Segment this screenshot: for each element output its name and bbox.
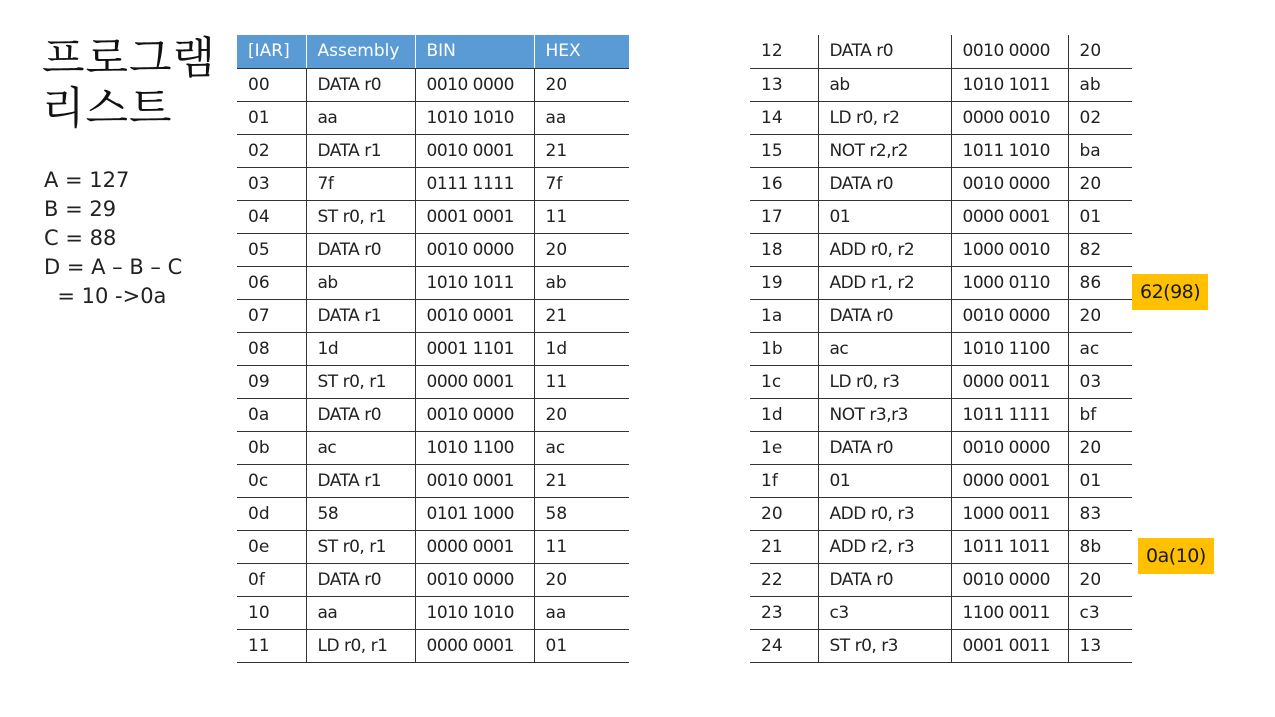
- table-row: [237, 398, 629, 431]
- header-bin: BIN: [415, 35, 534, 68]
- table-row: [237, 563, 629, 596]
- table-row: [237, 530, 629, 563]
- iar-cell: 14: [750, 101, 818, 134]
- hex-cell: 11: [534, 530, 629, 563]
- assembly-cell: NOT r2,r2: [818, 134, 951, 167]
- table-row: [750, 68, 1132, 101]
- table-row: [750, 398, 1132, 431]
- table-row: [750, 563, 1132, 596]
- assembly-cell: DATA r1: [306, 464, 415, 497]
- bin-cell: 0000 0001: [415, 365, 534, 398]
- iar-cell: 24: [750, 629, 818, 662]
- hex-cell: 11: [534, 200, 629, 233]
- iar-cell: 07: [237, 299, 306, 332]
- assembly-cell: LD r0, r1: [306, 629, 415, 662]
- hex-cell: c3: [1068, 596, 1132, 629]
- iar-cell: 09: [237, 365, 306, 398]
- table-row: [237, 266, 629, 299]
- assembly-cell: DATA r0: [818, 167, 951, 200]
- iar-cell: 21: [750, 530, 818, 563]
- assembly-cell: ac: [306, 431, 415, 464]
- hex-cell: 8b: [1068, 530, 1132, 563]
- iar-cell: 17: [750, 200, 818, 233]
- table-row: [750, 35, 1132, 68]
- iar-cell: 02: [237, 134, 306, 167]
- assembly-cell: ADD r0, r2: [818, 233, 951, 266]
- hex-cell: 01: [534, 629, 629, 662]
- hex-cell: ac: [534, 431, 629, 464]
- iar-cell: 16: [750, 167, 818, 200]
- iar-cell: 0c: [237, 464, 306, 497]
- table-row: [237, 464, 629, 497]
- bin-cell: 0101 1000: [415, 497, 534, 530]
- variable-d: D = A – B – C: [44, 255, 183, 279]
- assembly-cell: ADD r1, r2: [818, 266, 951, 299]
- table-row: [237, 332, 629, 365]
- assembly-cell: DATA r1: [306, 299, 415, 332]
- hex-cell: 03: [1068, 365, 1132, 398]
- bin-cell: 0001 1101: [415, 332, 534, 365]
- iar-cell: 1f: [750, 464, 818, 497]
- bin-cell: 0010 0001: [415, 299, 534, 332]
- iar-cell: 0b: [237, 431, 306, 464]
- hex-cell: 86: [1068, 266, 1132, 299]
- hex-cell: 13: [1068, 629, 1132, 662]
- iar-cell: 05: [237, 233, 306, 266]
- assembly-cell: 1d: [306, 332, 415, 365]
- assembly-cell: ac: [818, 332, 951, 365]
- table-row: [237, 200, 629, 233]
- iar-cell: 0d: [237, 497, 306, 530]
- assembly-cell: aa: [306, 596, 415, 629]
- iar-cell: 0e: [237, 530, 306, 563]
- bin-cell: 1010 1010: [415, 101, 534, 134]
- bin-cell: 0010 0000: [951, 299, 1068, 332]
- header-iar: [IAR]: [237, 35, 306, 68]
- table-row: [237, 596, 629, 629]
- hex-cell: bf: [1068, 398, 1132, 431]
- table-row: [750, 497, 1132, 530]
- hex-cell: 20: [534, 68, 629, 101]
- hex-cell: 02: [1068, 101, 1132, 134]
- bin-cell: 1010 1100: [415, 431, 534, 464]
- iar-cell: 13: [750, 68, 818, 101]
- assembly-cell: ADD r2, r3: [818, 530, 951, 563]
- assembly-cell: 7f: [306, 167, 415, 200]
- hex-cell: 83: [1068, 497, 1132, 530]
- bin-cell: 0000 0001: [951, 200, 1068, 233]
- assembly-cell: c3: [818, 596, 951, 629]
- iar-cell: 08: [237, 332, 306, 365]
- bin-cell: 0001 0001: [415, 200, 534, 233]
- iar-cell: 03: [237, 167, 306, 200]
- table-row: [750, 629, 1132, 662]
- bin-cell: 0111 1111: [415, 167, 534, 200]
- assembly-cell: DATA r0: [306, 68, 415, 101]
- bin-cell: 0010 0000: [415, 563, 534, 596]
- assembly-cell: ab: [306, 266, 415, 299]
- variable-c: C = 88: [44, 226, 117, 250]
- table-row: [750, 101, 1132, 134]
- program-table-right: [750, 35, 1132, 663]
- iar-cell: 10: [237, 596, 306, 629]
- bin-cell: 0010 0000: [415, 233, 534, 266]
- bin-cell: 1010 1011: [951, 68, 1068, 101]
- assembly-cell: DATA r0: [306, 398, 415, 431]
- iar-cell: 01: [237, 101, 306, 134]
- iar-cell: 11: [237, 629, 306, 662]
- bin-cell: 1011 1011: [951, 530, 1068, 563]
- bin-cell: 1000 0010: [951, 233, 1068, 266]
- table-row: [750, 464, 1132, 497]
- bin-cell: 0000 0010: [951, 101, 1068, 134]
- bin-cell: 1010 1100: [951, 332, 1068, 365]
- bin-cell: 1000 0011: [951, 497, 1068, 530]
- table-row: [750, 530, 1132, 563]
- assembly-cell: ST r0, r1: [306, 365, 415, 398]
- assembly-cell: 01: [818, 200, 951, 233]
- table-row: [750, 167, 1132, 200]
- bin-cell: 1100 0011: [951, 596, 1068, 629]
- hex-cell: 20: [1068, 299, 1132, 332]
- assembly-cell: DATA r0: [818, 35, 951, 68]
- hex-cell: 20: [1068, 563, 1132, 596]
- table-row: [750, 134, 1132, 167]
- bin-cell: 0000 0011: [951, 365, 1068, 398]
- header-hex: HEX: [534, 35, 629, 68]
- assembly-cell: LD r0, r2: [818, 101, 951, 134]
- program-table-left: [237, 35, 629, 663]
- table-row: [237, 68, 629, 101]
- bin-cell: 0010 0000: [951, 167, 1068, 200]
- table-row: [750, 299, 1132, 332]
- hex-cell: 1d: [534, 332, 629, 365]
- assembly-cell: ST r0, r1: [306, 200, 415, 233]
- hex-cell: 20: [534, 563, 629, 596]
- iar-cell: 1c: [750, 365, 818, 398]
- hex-cell: ba: [1068, 134, 1132, 167]
- bin-cell: 0010 0000: [951, 35, 1068, 68]
- table-row: [237, 299, 629, 332]
- assembly-cell: ab: [818, 68, 951, 101]
- bin-cell: 1000 0110: [951, 266, 1068, 299]
- bin-cell: 0010 0000: [415, 68, 534, 101]
- hex-cell: 20: [534, 233, 629, 266]
- assembly-cell: DATA r0: [306, 233, 415, 266]
- assembly-cell: NOT r3,r3: [818, 398, 951, 431]
- iar-cell: 1e: [750, 431, 818, 464]
- assembly-cell: aa: [306, 101, 415, 134]
- assembly-cell: DATA r0: [818, 299, 951, 332]
- bin-cell: 1011 1010: [951, 134, 1068, 167]
- iar-cell: 12: [750, 35, 818, 68]
- iar-cell: 00: [237, 68, 306, 101]
- assembly-cell: DATA r1: [306, 134, 415, 167]
- bin-cell: 1010 1010: [415, 596, 534, 629]
- hex-cell: 21: [534, 134, 629, 167]
- iar-cell: 20: [750, 497, 818, 530]
- bin-cell: 0001 0011: [951, 629, 1068, 662]
- table-row: [237, 233, 629, 266]
- iar-cell: 0a: [237, 398, 306, 431]
- table-row: [237, 365, 629, 398]
- hex-cell: 58: [534, 497, 629, 530]
- hex-cell: 20: [1068, 167, 1132, 200]
- iar-cell: 1d: [750, 398, 818, 431]
- table-row: [237, 497, 629, 530]
- hex-cell: ac: [1068, 332, 1132, 365]
- table-row: [750, 596, 1132, 629]
- assembly-cell: ADD r0, r3: [818, 497, 951, 530]
- hex-cell: 01: [1068, 464, 1132, 497]
- table-row: [237, 167, 629, 200]
- assembly-cell: DATA r0: [818, 563, 951, 596]
- bin-cell: 0000 0001: [415, 629, 534, 662]
- note-badge-62: 62(98): [1132, 274, 1208, 310]
- bin-cell: 0010 0000: [951, 563, 1068, 596]
- bin-cell: 1011 1111: [951, 398, 1068, 431]
- table-header-row: [237, 35, 629, 68]
- bin-cell: 0000 0001: [415, 530, 534, 563]
- table-row: [750, 365, 1132, 398]
- variable-list: [44, 166, 182, 311]
- bin-cell: 0000 0001: [951, 464, 1068, 497]
- assembly-cell: LD r0, r3: [818, 365, 951, 398]
- variable-d-result: = 10 ->0a: [44, 284, 167, 308]
- assembly-cell: DATA r0: [818, 431, 951, 464]
- table-row: [237, 134, 629, 167]
- assembly-cell: ST r0, r3: [818, 629, 951, 662]
- iar-cell: 1b: [750, 332, 818, 365]
- bin-cell: 0010 0000: [415, 398, 534, 431]
- table-row: [750, 431, 1132, 464]
- hex-cell: 20: [1068, 431, 1132, 464]
- hex-cell: 21: [534, 299, 629, 332]
- iar-cell: 22: [750, 563, 818, 596]
- iar-cell: 0f: [237, 563, 306, 596]
- note-badge-0a: 0a(10): [1138, 538, 1214, 574]
- variable-b: B = 29: [44, 197, 117, 221]
- assembly-cell: 58: [306, 497, 415, 530]
- iar-cell: 1a: [750, 299, 818, 332]
- hex-cell: ab: [1068, 68, 1132, 101]
- header-assembly: Assembly: [306, 35, 415, 68]
- variable-a: A = 127: [44, 168, 130, 192]
- table-row: [750, 332, 1132, 365]
- hex-cell: aa: [534, 101, 629, 134]
- hex-cell: aa: [534, 596, 629, 629]
- hex-cell: ab: [534, 266, 629, 299]
- iar-cell: 23: [750, 596, 818, 629]
- table-row: [237, 101, 629, 134]
- iar-cell: 18: [750, 233, 818, 266]
- assembly-cell: 01: [818, 464, 951, 497]
- hex-cell: 7f: [534, 167, 629, 200]
- page-title: 프로그램 리스트: [42, 33, 217, 134]
- bin-cell: 0010 0001: [415, 464, 534, 497]
- table-row: [750, 266, 1132, 299]
- iar-cell: 04: [237, 200, 306, 233]
- bin-cell: 0010 0000: [951, 431, 1068, 464]
- table-row: [237, 431, 629, 464]
- bin-cell: 1010 1011: [415, 266, 534, 299]
- iar-cell: 15: [750, 134, 818, 167]
- hex-cell: 20: [534, 398, 629, 431]
- hex-cell: 82: [1068, 233, 1132, 266]
- hex-cell: 11: [534, 365, 629, 398]
- assembly-cell: DATA r0: [306, 563, 415, 596]
- hex-cell: 21: [534, 464, 629, 497]
- assembly-cell: ST r0, r1: [306, 530, 415, 563]
- hex-cell: 20: [1068, 35, 1132, 68]
- bin-cell: 0010 0001: [415, 134, 534, 167]
- table-row: [750, 200, 1132, 233]
- iar-cell: 19: [750, 266, 818, 299]
- iar-cell: 06: [237, 266, 306, 299]
- hex-cell: 01: [1068, 200, 1132, 233]
- table-row: [750, 233, 1132, 266]
- table-row: [237, 629, 629, 662]
